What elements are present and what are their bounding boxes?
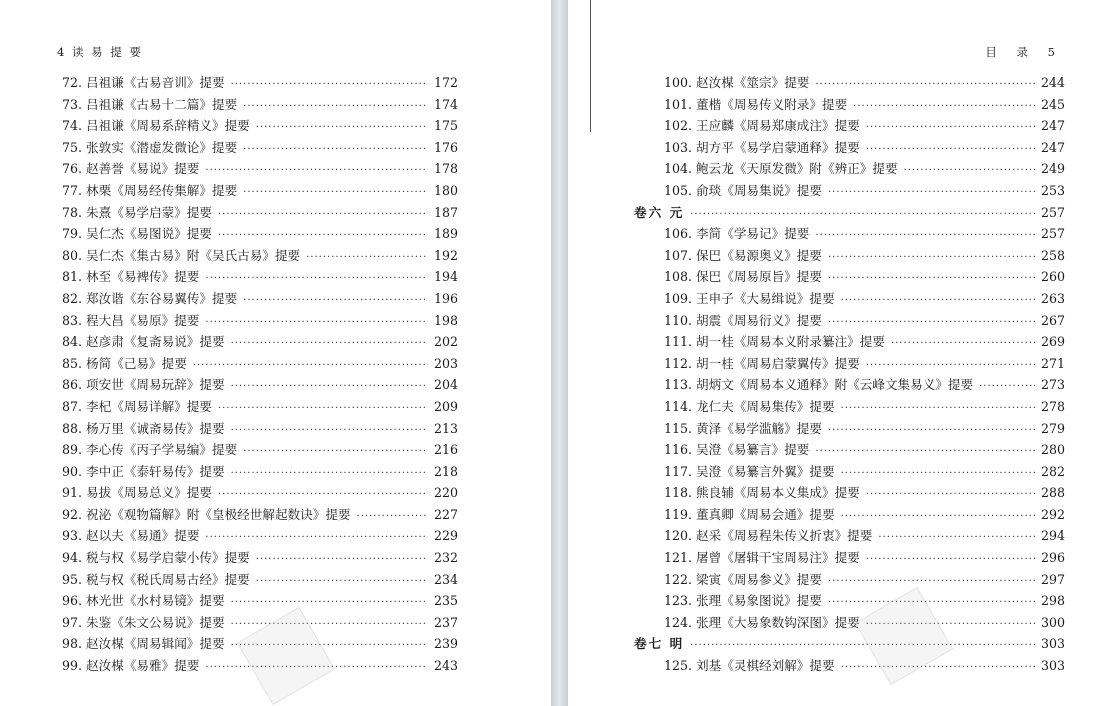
toc-entry[interactable] — [664, 374, 1065, 396]
toc-leader-dots — [218, 209, 428, 220]
toc-entry-page: 263 — [1040, 290, 1065, 306]
right-page-header: 目 录 5 — [985, 45, 1063, 59]
toc-entry-title: 109. 王申子《大易缉说》提要 — [664, 290, 835, 306]
right-page — [568, 0, 1109, 706]
toc-leader-dots — [866, 489, 1035, 500]
toc-entry[interactable] — [62, 482, 458, 504]
toc-leader-dots — [256, 576, 428, 587]
toc-leader-dots — [231, 597, 428, 608]
toc-leader-dots — [853, 101, 1035, 112]
toc-entry-page: 269 — [1040, 334, 1065, 350]
toc-entry-page: 300 — [1040, 614, 1065, 630]
toc-entry-page: 244 — [1040, 75, 1065, 90]
toc-entry-page: 247 — [1040, 139, 1065, 155]
toc-entry-page: 279 — [1040, 420, 1065, 436]
toc-entry[interactable] — [664, 331, 1065, 353]
toc-entry-title: 82. 郑汝谐《东谷易翼传》提要 — [62, 290, 238, 306]
toc-entry[interactable] — [62, 310, 458, 332]
toc-leader-dots — [243, 144, 428, 155]
toc-entry-title: 78. 朱熹《易学启蒙》提要 — [62, 204, 212, 220]
toc-entry-title: 101. 董楷《周易传义附录》提要 — [664, 96, 848, 112]
toc-leader-dots — [690, 640, 1035, 651]
toc-entry-page: 282 — [1040, 463, 1065, 479]
toc-entry-title: 122. 梁寅《周易参义》提要 — [664, 571, 822, 587]
toc-entry-page: 213 — [433, 420, 458, 436]
toc-entry[interactable] — [664, 569, 1065, 591]
toc-entry-page: 247 — [1040, 118, 1065, 134]
toc-entry-page: 194 — [433, 269, 458, 285]
toc-entry-title: 76. 赵善誉《易说》提要 — [62, 161, 200, 177]
toc-entry-title: 121. 屠曾《屠辑干宝周易注》提要 — [664, 550, 860, 566]
toc-leader-dots — [866, 360, 1035, 371]
toc-entry-title: 102. 王应麟《周易郑康成注》提要 — [664, 118, 860, 134]
toc-entry-title: 100. 赵汝楳《筮宗》提要 — [664, 75, 810, 90]
toc-leader-dots — [231, 425, 428, 436]
right-toc-list — [634, 72, 1065, 677]
toc-entry[interactable] — [62, 94, 458, 116]
toc-entry-page: 229 — [433, 528, 458, 544]
toc-entry-page: 196 — [433, 290, 458, 306]
toc-entry[interactable] — [62, 547, 458, 569]
toc-entry-title: 93. 赵以夫《易通》提要 — [62, 528, 200, 544]
toc-leader-dots — [891, 338, 1035, 349]
toc-entry-title: 119. 董真卿《周易会通》提要 — [664, 506, 835, 522]
toc-entry-page: 303 — [1040, 636, 1065, 652]
toc-entry[interactable] — [62, 288, 458, 310]
toc-leader-dots — [205, 273, 428, 284]
toc-entry[interactable] — [62, 525, 458, 547]
toc-entry-page: 278 — [1040, 398, 1065, 414]
toc-entry-title: 94. 税与权《易学启蒙小传》提要 — [62, 550, 250, 566]
toc-leader-dots — [218, 403, 428, 414]
toc-entry-title: 81. 林至《易裨传》提要 — [62, 269, 200, 285]
toc-entry-page: 253 — [1040, 182, 1065, 198]
toc-entry[interactable] — [664, 353, 1065, 375]
toc-entry-title: 95. 税与权《税氏周易古经》提要 — [62, 571, 250, 587]
toc-entry-page: 260 — [1040, 269, 1065, 285]
toc-entry-title: 卷七 明 — [634, 636, 685, 652]
toc-leader-dots — [828, 187, 1035, 198]
toc-entry[interactable] — [62, 396, 458, 418]
toc-entry-title: 116. 吴澄《易纂言》提要 — [664, 442, 810, 458]
toc-entry[interactable] — [664, 223, 1065, 245]
toc-entry-title: 103. 胡方平《易学启蒙通释》提要 — [664, 139, 860, 155]
toc-entry[interactable] — [664, 72, 1065, 94]
toc-entry-title: 97. 朱鉴《朱文公易说》提要 — [62, 614, 225, 630]
toc-leader-dots — [979, 381, 1035, 392]
toc-entry[interactable] — [664, 310, 1065, 332]
toc-leader-dots — [878, 532, 1035, 543]
toc-leader-dots — [193, 360, 428, 371]
toc-entry-title: 85. 杨简《己易》提要 — [62, 355, 187, 371]
toc-entry-title: 77. 林栗《周易经传集解》提要 — [62, 182, 238, 198]
toc-entry-page: 189 — [433, 226, 458, 242]
toc-entry-title: 106. 李简《学易记》提要 — [664, 226, 810, 242]
toc-entry-title: 108. 保巴《周易原旨》提要 — [664, 269, 822, 285]
toc-entry-page: 303 — [1040, 658, 1065, 674]
toc-leader-dots — [841, 662, 1035, 673]
toc-entry[interactable] — [62, 158, 458, 180]
toc-entry-page: 296 — [1040, 550, 1065, 566]
toc-entry-page: 288 — [1040, 485, 1065, 501]
toc-entry[interactable] — [62, 223, 458, 245]
toc-entry-page: 209 — [433, 398, 458, 414]
toc-entry-page: 294 — [1040, 528, 1065, 544]
toc-leader-dots — [256, 122, 428, 133]
toc-entry[interactable] — [62, 374, 458, 396]
toc-entry-page: 292 — [1040, 506, 1065, 522]
toc-leader-dots — [815, 230, 1035, 241]
toc-entry-page: 237 — [433, 614, 458, 630]
toc-entry[interactable] — [62, 202, 458, 224]
toc-leader-dots — [841, 403, 1035, 414]
toc-entry-page: 202 — [433, 334, 458, 350]
toc-leader-dots — [828, 317, 1035, 328]
toc-entry[interactable] — [62, 504, 458, 526]
toc-leader-dots — [828, 252, 1035, 263]
toc-entry[interactable] — [62, 353, 458, 375]
toc-entry[interactable] — [62, 590, 458, 612]
toc-entry[interactable] — [664, 439, 1065, 461]
toc-entry[interactable] — [664, 266, 1065, 288]
left-page — [0, 0, 551, 706]
toc-entry-title: 115. 黄泽《易学滥觞》提要 — [664, 420, 822, 436]
toc-entry-page: 280 — [1040, 442, 1065, 458]
toc-entry[interactable] — [62, 245, 458, 267]
toc-entry[interactable] — [664, 180, 1065, 202]
toc-volume-heading[interactable] — [634, 202, 1065, 224]
toc-entry-title: 117. 吴澄《易纂言外翼》提要 — [664, 463, 835, 479]
left-toc-list — [62, 72, 458, 677]
toc-entry-page: 227 — [433, 506, 458, 522]
toc-entry-page: 257 — [1040, 204, 1065, 220]
toc-entry-title: 105. 俞琰《周易集说》提要 — [664, 182, 822, 198]
toc-leader-dots — [815, 79, 1035, 90]
toc-leader-dots — [205, 165, 428, 176]
toc-leader-dots — [231, 468, 428, 479]
toc-entry-title: 110. 胡震《周易衍义》提要 — [664, 312, 822, 328]
toc-entry-title: 75. 张敦实《潜虚发微论》提要 — [62, 139, 238, 155]
toc-entry-page: 239 — [433, 636, 458, 652]
toc-entry[interactable] — [62, 569, 458, 591]
toc-entry-title: 88. 杨万里《诚斋易传》提要 — [62, 420, 225, 436]
toc-entry[interactable] — [664, 245, 1065, 267]
toc-leader-dots — [828, 425, 1035, 436]
toc-entry-page: 187 — [433, 204, 458, 220]
toc-entry-page: 178 — [433, 161, 458, 177]
toc-entry-page: 245 — [1040, 96, 1065, 112]
toc-entry-page: 203 — [433, 355, 458, 371]
toc-entry[interactable] — [664, 418, 1065, 440]
toc-entry[interactable] — [664, 115, 1065, 137]
toc-leader-dots — [828, 597, 1035, 608]
toc-entry-title: 112. 胡一桂《周易启蒙翼传》提要 — [664, 355, 860, 371]
toc-entry-page: 176 — [433, 139, 458, 155]
toc-leader-dots — [231, 338, 428, 349]
toc-entry[interactable] — [62, 115, 458, 137]
toc-entry[interactable] — [664, 482, 1065, 504]
toc-leader-dots — [243, 101, 428, 112]
toc-entry[interactable] — [664, 655, 1065, 677]
toc-entry-title: 107. 保巴《易源奥义》提要 — [664, 247, 822, 263]
toc-leader-dots — [243, 446, 428, 457]
toc-entry-page: 198 — [433, 312, 458, 328]
toc-entry-title: 89. 李心传《丙子学易编》提要 — [62, 442, 238, 458]
text-cursor-line — [590, 0, 591, 132]
toc-entry[interactable] — [664, 590, 1065, 612]
toc-leader-dots — [828, 273, 1035, 284]
toc-leader-dots — [231, 79, 428, 90]
toc-leader-dots — [218, 230, 428, 241]
toc-entry-title: 83. 程大昌《易原》提要 — [62, 312, 200, 328]
toc-entry[interactable] — [664, 547, 1065, 569]
toc-entry-page: 298 — [1040, 593, 1065, 609]
toc-entry[interactable] — [62, 137, 458, 159]
toc-entry[interactable] — [664, 137, 1065, 159]
toc-entry[interactable] — [664, 504, 1065, 526]
toc-entry[interactable] — [664, 158, 1065, 180]
toc-entry-title: 90. 李中正《泰轩易传》提要 — [62, 463, 225, 479]
left-page-header: 4 读 易 提 要 — [57, 45, 143, 59]
toc-leader-dots — [866, 144, 1035, 155]
toc-leader-dots — [231, 381, 428, 392]
toc-entry-page: 249 — [1040, 161, 1065, 177]
toc-leader-dots — [218, 489, 428, 500]
toc-leader-dots — [205, 532, 428, 543]
toc-entry-page: 235 — [433, 593, 458, 609]
toc-leader-dots — [828, 576, 1035, 587]
toc-entry-page: 216 — [433, 442, 458, 458]
toc-leader-dots — [256, 554, 428, 565]
toc-leader-dots — [357, 511, 428, 522]
toc-entry[interactable] — [62, 461, 458, 483]
toc-leader-dots — [690, 209, 1035, 220]
toc-entry-page: 258 — [1040, 247, 1065, 263]
toc-entry-title: 72. 吕祖谦《古易音训》提要 — [62, 75, 225, 90]
toc-entry-page: 267 — [1040, 312, 1065, 328]
toc-entry-title: 79. 吴仁杰《易图说》提要 — [62, 226, 212, 242]
toc-entry-title: 125. 刘基《灵棋经刘解》提要 — [664, 658, 835, 674]
toc-entry[interactable] — [62, 439, 458, 461]
toc-entry-title: 113. 胡炳文《周易本义通释》附《云峰文集易义》提要 — [664, 377, 974, 393]
toc-leader-dots — [243, 295, 428, 306]
toc-entry[interactable] — [62, 418, 458, 440]
toc-entry-title: 123. 张理《易象图说》提要 — [664, 593, 822, 609]
toc-entry-title: 120. 赵采《周易程朱传义折衷》提要 — [664, 528, 873, 544]
toc-entry-page: 243 — [433, 658, 458, 674]
page-gutter — [551, 0, 568, 706]
toc-entry-page: 192 — [433, 247, 458, 263]
toc-entry-page: 273 — [1040, 377, 1065, 393]
toc-entry[interactable] — [664, 94, 1065, 116]
toc-entry-title: 84. 赵彦肃《复斋易说》提要 — [62, 334, 225, 350]
toc-entry[interactable] — [62, 266, 458, 288]
toc-entry-title: 91. 易拔《周易总义》提要 — [62, 485, 212, 501]
toc-leader-dots — [205, 317, 428, 328]
toc-entry-title: 114. 龙仁夫《周易集传》提要 — [664, 398, 835, 414]
toc-entry[interactable] — [664, 288, 1065, 310]
toc-entry-page: 220 — [433, 485, 458, 501]
toc-entry[interactable] — [62, 331, 458, 353]
toc-entry-title: 卷六 元 — [634, 204, 685, 220]
toc-entry-page: 257 — [1040, 226, 1065, 242]
toc-entry[interactable] — [664, 396, 1065, 418]
toc-entry-title: 87. 李杞《周易详解》提要 — [62, 398, 212, 414]
toc-leader-dots — [841, 468, 1035, 479]
toc-leader-dots — [904, 165, 1035, 176]
toc-entry-page: 297 — [1040, 571, 1065, 587]
toc-entry[interactable] — [62, 180, 458, 202]
toc-leader-dots — [866, 122, 1035, 133]
toc-leader-dots — [841, 295, 1035, 306]
toc-entry-page: 218 — [433, 463, 458, 479]
toc-leader-dots — [306, 252, 428, 263]
toc-entry-title: 98. 赵汝楳《周易辑闻》提要 — [62, 636, 225, 652]
toc-entry-page: 234 — [433, 571, 458, 587]
toc-entry[interactable] — [664, 525, 1065, 547]
toc-entry-title: 104. 鲍云龙《天原发微》附《辨正》提要 — [664, 161, 898, 177]
toc-entry-title: 111. 胡一桂《周易本义附录纂注》提要 — [664, 334, 885, 350]
toc-entry[interactable] — [62, 72, 458, 94]
toc-leader-dots — [866, 554, 1035, 565]
toc-entry-page: 172 — [433, 75, 458, 90]
toc-entry-title: 118. 熊良辅《周易本义集成》提要 — [664, 485, 860, 501]
toc-entry-page: 180 — [433, 182, 458, 198]
toc-entry-title: 92. 祝泌《观物篇解》附《皇极经世解起数诀》提要 — [62, 506, 351, 522]
toc-entry-page: 174 — [433, 96, 458, 112]
toc-entry-title: 73. 吕祖谦《古易十二篇》提要 — [62, 96, 238, 112]
toc-entry[interactable] — [664, 461, 1065, 483]
toc-leader-dots — [841, 511, 1035, 522]
toc-entry-title: 96. 林光世《水村易镜》提要 — [62, 593, 225, 609]
toc-leader-dots — [243, 187, 428, 198]
toc-entry-title: 80. 吴仁杰《集古易》附《吴氏古易》提要 — [62, 247, 301, 263]
toc-entry-title: 99. 赵汝楳《易雅》提要 — [62, 658, 200, 674]
toc-entry-title: 124. 张理《大易象数钩深图》提要 — [664, 614, 860, 630]
toc-leader-dots — [815, 446, 1035, 457]
toc-entry-title: 86. 项安世《周易玩辞》提要 — [62, 377, 225, 393]
toc-entry-page: 204 — [433, 377, 458, 393]
toc-entry-page: 232 — [433, 550, 458, 566]
toc-entry-title: 74. 吕祖谦《周易系辞精义》提要 — [62, 118, 250, 134]
toc-entry-page: 271 — [1040, 355, 1065, 371]
toc-entry-page: 175 — [433, 118, 458, 134]
